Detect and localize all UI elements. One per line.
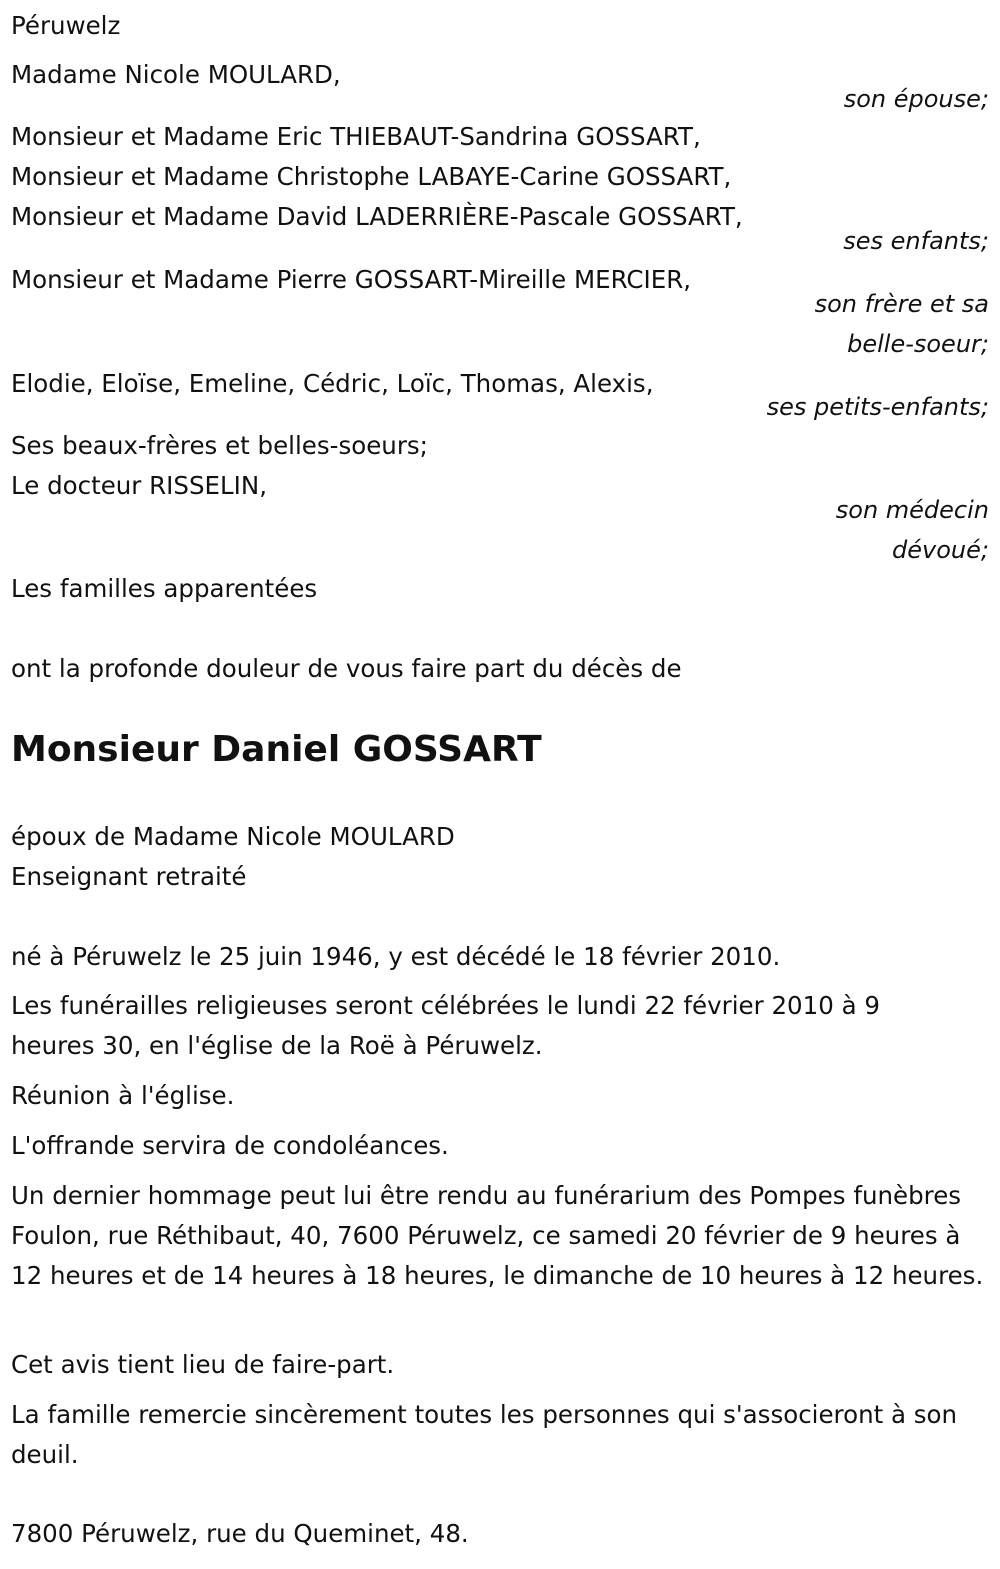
- grandchildren-names: Elodie, Eloïse, Emeline, Cédric, Loïc, Thomas, Alexis,: [11, 369, 654, 398]
- birth-death: né à Péruwelz le 25 juin 1946, y est décédé le 18 février 2010.: [11, 942, 781, 971]
- notice-note: Cet avis tient lieu de faire-part.: [11, 1350, 395, 1379]
- thanks-paragraph: La famille remercie sincèrement toutes les personnes qui s'associeront à son deuil.: [11, 1400, 958, 1469]
- announcement: ont la profonde douleur de vous faire part du décès de: [11, 654, 682, 683]
- deceased-name: Monsieur Daniel GOSSART: [11, 729, 542, 770]
- family-address: 7800 Péruwelz, rue du Queminet, 48.: [11, 1519, 469, 1548]
- doctor-role-line2: dévoué;: [892, 536, 989, 564]
- in-laws: Ses beaux-frères et belles-soeurs;: [11, 431, 428, 460]
- grandchildren-role: ses petits-enfants;: [766, 393, 989, 421]
- child-line: Monsieur et Madame Christophe LABAYE-Carine GOSSART,: [11, 162, 732, 191]
- sibling-role-line2: belle-soeur;: [847, 330, 989, 358]
- tribute-paragraph: Un dernier hommage peut lui être rendu au funérarium des Pompes funèbres Foulon, rue Réthibaut, 40, 7600 Péruwelz, ce samedi 20 février de 9 heures à 12 heures et de 14 heures à 18 heures, le dimanche de 10 heures à 12 heures.: [11, 1181, 984, 1290]
- doctor-role-line1: son médecin: [835, 496, 989, 524]
- child-line: Monsieur et Madame Eric THIEBAUT-Sandrina GOSSART,: [11, 122, 701, 151]
- child-line: Monsieur et Madame David LADERRIÈRE-Pascale GOSSART,: [11, 202, 743, 231]
- related-families: Les familles apparentées: [11, 574, 318, 603]
- spouse-name: Madame Nicole MOULARD,: [11, 60, 341, 89]
- meeting-note: Réunion à l'église.: [11, 1081, 235, 1110]
- place-header: Péruwelz: [11, 11, 121, 40]
- deceased-occupation: Enseignant retraité: [11, 862, 247, 891]
- doctor-name: Le docteur RISSELIN,: [11, 471, 267, 500]
- sibling-role-line1: son frère et sa: [814, 290, 989, 318]
- deceased-spouse: époux de Madame Nicole MOULARD: [11, 822, 455, 851]
- spouse-role: son épouse;: [843, 85, 989, 113]
- children-role: ses enfants;: [843, 227, 989, 255]
- funeral-paragraph: Les funérailles religieuses seront célébrées le lundi 22 février 2010 à 9 heures 30, en l'église de la Roë à Péruwelz.: [11, 991, 880, 1060]
- sibling-name: Monsieur et Madame Pierre GOSSART-Mireille MERCIER,: [11, 265, 692, 294]
- offering-note: L'offrande servira de condoléances.: [11, 1131, 449, 1160]
